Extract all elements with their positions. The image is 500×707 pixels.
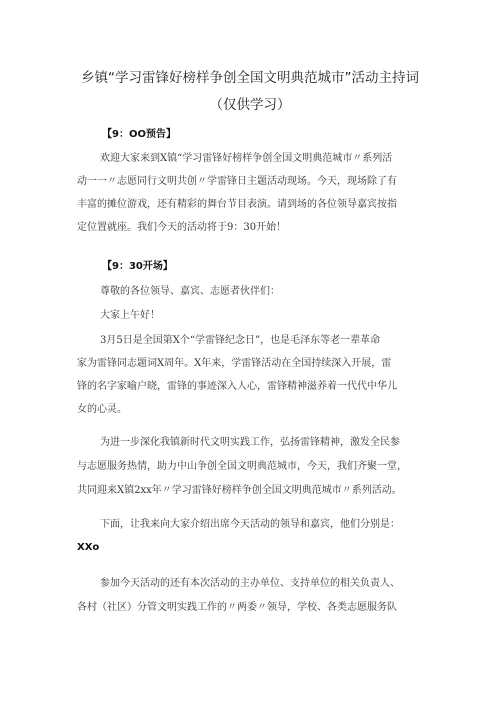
paragraph-line: 动一一〃志愿同行文明共创〃学雷锋日主题活动现场。今天，现场除了有 — [77, 176, 397, 187]
paragraph-line: 与志愿服务热情，助力中山争创全国文明典范城市，今天，我们齐聚一堂， — [77, 461, 407, 472]
paragraph-line: XXo — [77, 542, 100, 553]
paragraph-line: 丰富的摊位游戏，还有精彩的舞台节目表演。请到场的各位领导嘉宾按指 — [77, 199, 397, 210]
document-subtitle: （仅供学习） — [209, 97, 291, 113]
paragraph-line: 参加今天活动的还有本次活动的主办单位、支持单位的相关负责人、 — [100, 578, 400, 589]
paragraph-line: 共同迎来X镇2xx年〃学习雷锋好榜样争创全国文明典范城市〃系列活动。 — [77, 485, 402, 496]
section-heading-opening: 【9：30开场】 — [102, 261, 173, 272]
paragraph-line: 下面，让我来向大家介绍出席今天活动的领导和嘉宾，他们分别是： — [100, 519, 400, 530]
paragraph-line: 定位置就座。我们今天的活动将于9：30开始！ — [77, 222, 287, 233]
paragraph-line: 大家上午好！ — [100, 310, 160, 321]
paragraph-line: 家为雷锋同志题词X周年。X年来，学雷锋活动在全国持续深入开展，雷 — [77, 358, 392, 369]
document-title: 乡镇“学习雷锋好榜样争创全国文明典范城市”活动主持词 — [81, 70, 419, 86]
paragraph-line: 各村（社区）分管文明实践工作的〃两委〃领导，学校、各类志愿服务队 — [77, 602, 397, 613]
paragraph-line: 为进一步深化我镇新时代文明实践工作，弘扬雷锋精神，激发全民参 — [100, 437, 400, 448]
paragraph-line: 3月5日是全国第X个“学雷锋纪念日”，也是毛泽东等老一辈革命 — [100, 335, 381, 346]
section-heading-preview: 【9：OO预告】 — [102, 129, 176, 140]
paragraph-line: 锋的名字家喻户晓，雷锋的事迹深入人心，雷锋精神滋养着一代代中华儿 — [77, 381, 397, 392]
paragraph-line: 欢迎大家来到X镇“学习雷锋好榜样争创全国文明典范城市〃系列活 — [100, 153, 393, 164]
paragraph-line: 尊敬的各位领导、嘉宾、志愿者伙伴们： — [100, 286, 280, 297]
paragraph-line: 女的心灵。 — [77, 404, 127, 415]
